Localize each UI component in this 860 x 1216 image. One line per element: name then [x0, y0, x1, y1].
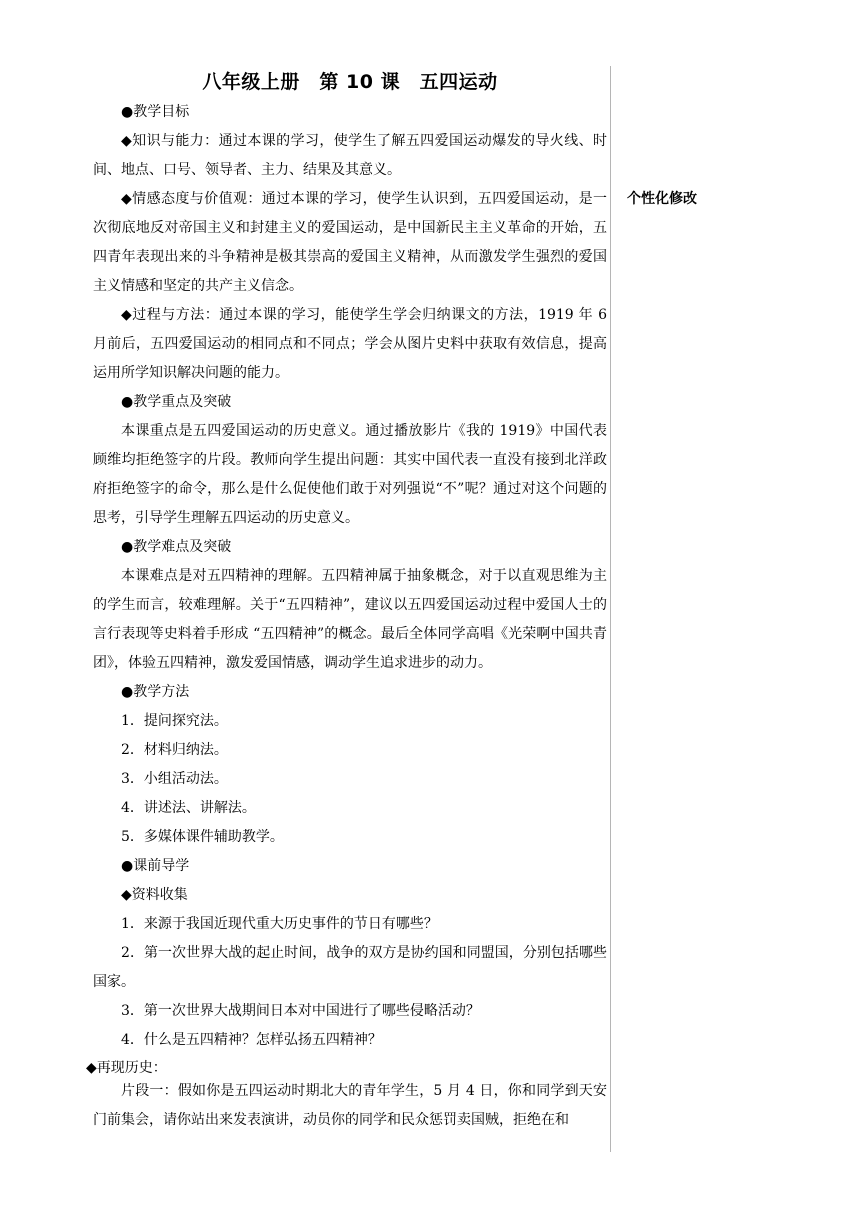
- column-divider: [610, 66, 611, 1152]
- list-item-method: 5．多媒体课件辅助教学。: [121, 829, 284, 845]
- paragraph-goal-knowledge: ◆知识与能力：通过本课的学习，使学生了解五四爱国运动爆发的导火线、时间、地点、口号、领导者、主力、结果及其意义。: [93, 133, 607, 178]
- list-item-method: 2．材料归纳法。: [121, 742, 228, 758]
- list-item-method: 3．小组活动法。: [121, 771, 228, 787]
- list-item-question: 2．第一次世界大战的起止时间，战争的双方是协约国和同盟国，分别包括哪些国家。: [93, 945, 607, 990]
- section-heading-difficult-points: ●教学难点及突破: [121, 539, 232, 555]
- section-heading-methods: ●教学方法: [121, 684, 190, 700]
- list-item-question: 4．什么是五四精神？怎样弘扬五四精神？: [121, 1032, 382, 1048]
- section-heading-key-points: ●教学重点及突破: [121, 394, 232, 410]
- lesson-content: [86, 66, 607, 1135]
- list-item-question: 3．第一次世界大战期间日本对中国进行了哪些侵略活动？: [121, 1003, 480, 1019]
- side-note-label: 个性化修改: [627, 191, 697, 207]
- section-heading-goals: ●教学目标: [121, 104, 190, 120]
- page-title: 八年级上册 第 10 课 五四运动: [202, 71, 498, 93]
- list-item-question: 1．来源于我国近现代重大历史事件的节日有哪些？: [121, 916, 438, 932]
- list-item-method: 1．提问探究法。: [121, 713, 228, 729]
- paragraph-goal-emotion: ◆情感态度与价值观：通过本课的学习，使学生认识到，五四爱国运动，是一次彻底地反对帝国主义和封建主义的爱国运动，是中国新民主主义革命的开始，五四青年表现出来的斗争精神是极其崇高的爱国主义精神，从而激发学生强烈的爱国主义情感和坚定的共产主义信念。: [93, 191, 607, 294]
- list-item-method: 4．讲述法、讲解法。: [121, 800, 256, 816]
- paragraph-goal-process: ◆过程与方法：通过本课的学习，能使学生学会归纳课文的方法，1919 年 6 月前后，五四爱国运动的相同点和不同点；学会从图片史料中获取有效信息，提高运用所学知识解决问题的能力。: [93, 307, 607, 381]
- section-heading-preview: ●课前导学: [121, 858, 190, 874]
- paragraph-segment-one: 片段一：假如你是五四运动时期北大的青年学生，5 月 4 日，你和同学到天安门前集会，请你站出来发表演讲，动员你的同学和民众惩罚卖国贼，拒绝在和: [93, 1083, 607, 1128]
- subheading-reenact: ◆再现历史：: [86, 1060, 167, 1076]
- subheading-collect: ◆资料收集: [121, 887, 188, 903]
- paragraph-difficult-points: 本课难点是对五四精神的理解。五四精神属于抽象概念，对于以直观思维为主的学生而言，较难理解。关于“五四精神”，建议以五四爱国运动过程中爱国人士的言行表现等史料着手形成 “五四精神”的概念。最后全体同学高唱《光荣啊中国共青团》，体验五四精神，激发爱国情感，调动学生追求进步的动力。: [93, 568, 607, 671]
- paragraph-key-points: 本课重点是五四爱国运动的历史意义。通过播放影片《我的 1919》中国代表顾维均拒绝签字的片段。教师向学生提出问题：其实中国代表一直没有接到北洋政府拒绝签字的命令，那么是什么促使他们敢于对列强说“不”呢？通过对这个问题的思考，引导学生理解五四运动的历史意义。: [93, 423, 607, 526]
